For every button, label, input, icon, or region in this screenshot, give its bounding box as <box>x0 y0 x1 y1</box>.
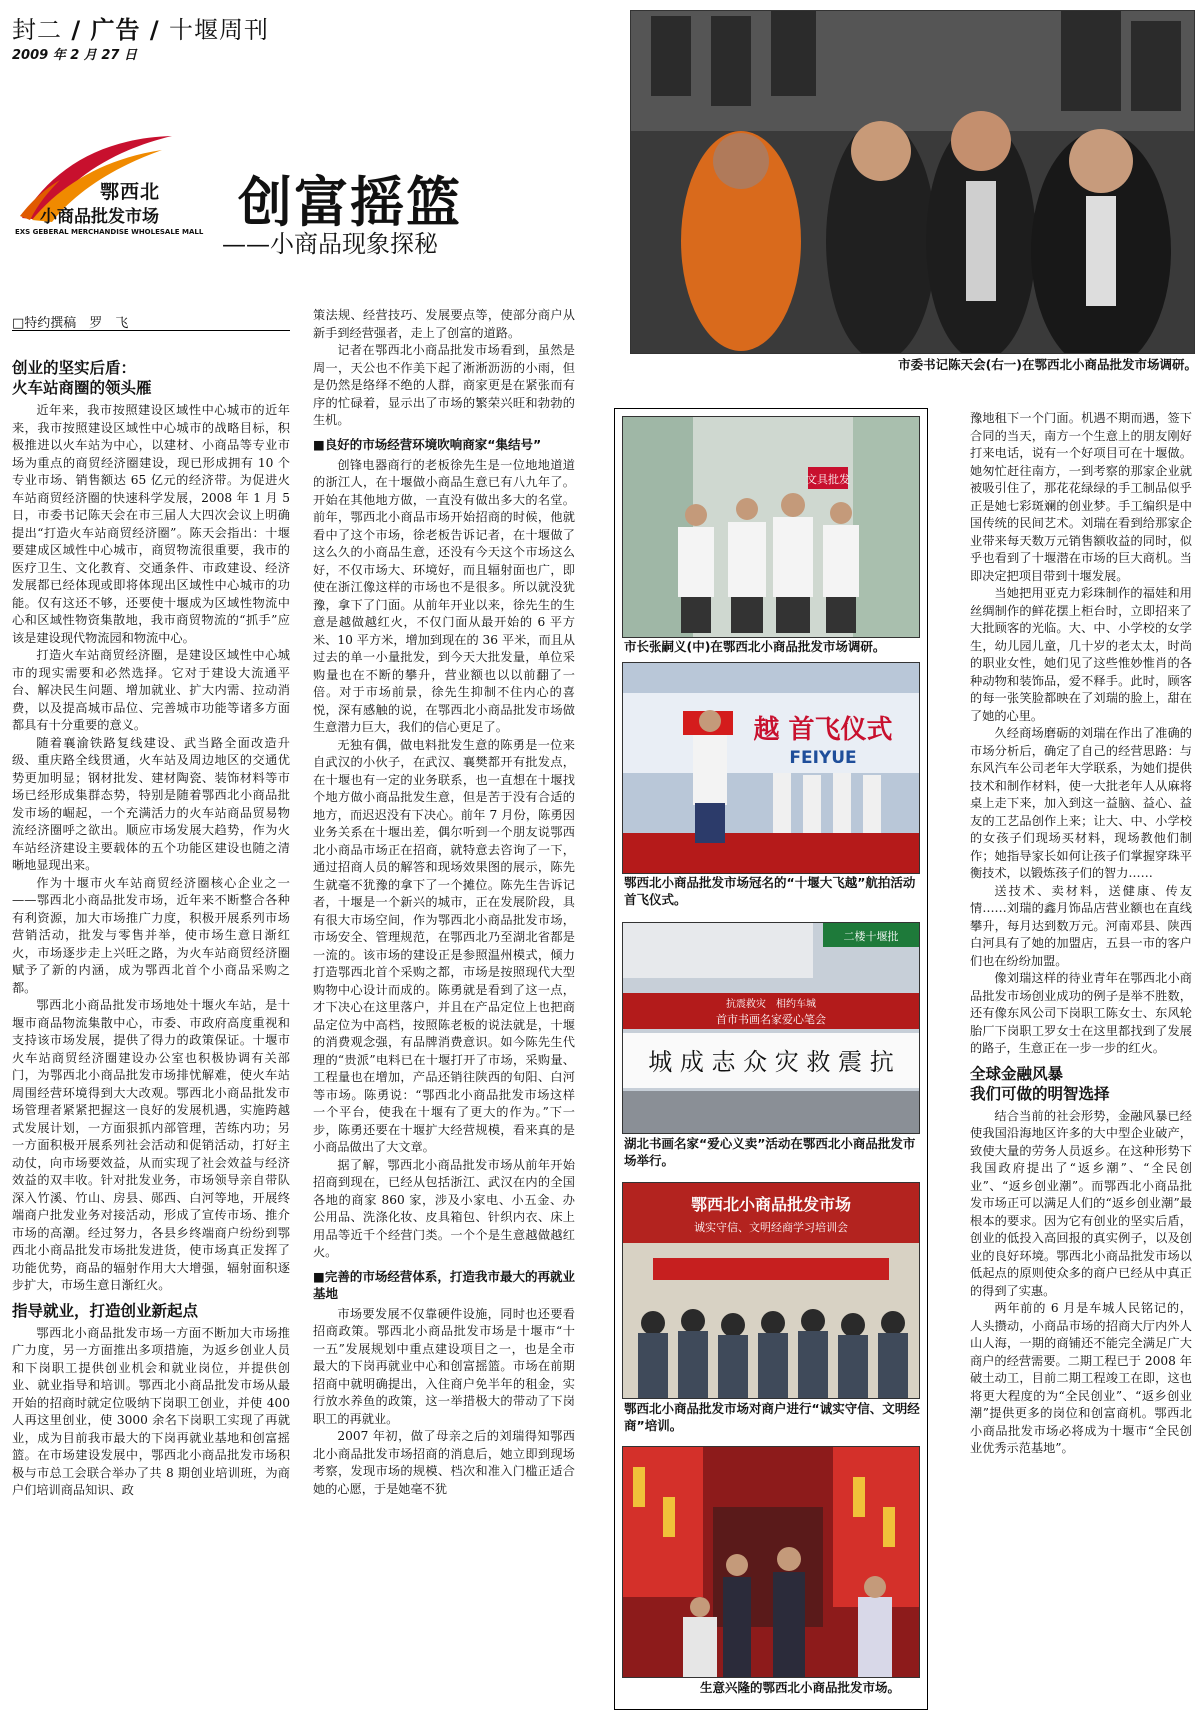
ceremony-banner-english: FEIYUE <box>789 748 857 768</box>
paragraph: 打造火车站商贸经济圈，是建设区域性中心城市的现实需要和必然选择。它对于建设大流通平台、解决民生问题、增加就业、扩大内需、拉动消费，以及提高城市品位、完善城市功能等诸多方面都具有十分重要的意义。 <box>12 648 290 732</box>
floor-sign: 二楼十堰批 <box>843 930 899 943</box>
page-header: 封二 / 广告 / 十堰周刊 <box>12 16 269 44</box>
photo-flight-ceremony <box>622 662 920 874</box>
paragraph: 当她把用亚克力彩珠制作的福娃和用丝绸制作的鲜花摆上柜台时，立即招来了大批顾客的光临。大、中、小学校的女学生，幼儿园儿童，几十岁的老太太，时尚的职业女性，她们见了这些惟妙惟肖的各种动物和装饰品，爱不释手。此时，顾客的每一张笑脸都映在了刘瑞的脸上，甜在了她的心里。 <box>970 586 1192 723</box>
article-title: 创富摇篮 <box>238 170 462 234</box>
photo-training-session <box>622 1182 920 1399</box>
logo-text-line1: 鄂西北 <box>100 181 161 203</box>
top-photo-caption: 市委书记陈天会(右一)在鄂西北小商品批发市场调研。 <box>898 357 1197 372</box>
publication-name: 十堰周刊 <box>168 16 269 44</box>
paragraph: 随着襄渝铁路复线建设、武当路全面改造升级、重庆路全线贯通，火车站及周边地区的交通优势更加明显；钢材批发、建材陶瓷、装饰材料等市场已经形成集群态势，特别是随着鄂西北小商品批发市场的崛起，一个充满活力的火车站商品贸易物流经济圈呼之欲出。顺应市场发展大趋势，作为火车站经济建设主要载体的五个功能区建设也随之清晰地显现出来。 <box>12 735 290 872</box>
photo-charity-calligraphy <box>622 922 920 1134</box>
column-3 <box>970 410 1192 1458</box>
section-label: 封二 <box>12 16 62 44</box>
byline: □特约撰稿 罗 飞 <box>12 316 129 331</box>
category-label: 广告 <box>90 16 141 44</box>
issue-date: 2009 年 2 月 27 日 <box>12 48 137 63</box>
photo-caption: 湖北书画名家“爱心义卖”活动在鄂西北小商品批发市场举行。 <box>624 1136 916 1168</box>
paragraph: 送技术、卖材料，送健康、传友情……刘瑞的鑫月饰品店营业额也在直线攀升，每月达到数万元。河南邓县、陕西白河具有了她的加盟店，五县一市的客户们也在纷纷加盟。 <box>970 883 1192 968</box>
paragraph: 鄂西北小商品批发市场地处十堰火车站，是十堰市商品物流集散中心，市委、市政府高度重视和支持该市场发展，提供了得力的政策保证。十堰市火车站商贸经济圈建设办公室也积极协调有关部门，为鄂西北小商品批发市场排忧解难，使火车站周围经营环境得到大大改观。鄂西北小商品批发市场管理者紧紧把握这一良好的发展机遇，实施跨越式发展计划，一方面狠抓内部管理，苦练内功；另一方面积极开展系列社会活动和促销活动，打好主动仗，向市场要效益，从而实现了社会效益与经济效益的双丰收。针对批发业务，市场领导亲自带队深入竹溪、竹山、房县、郧西、白河等地，开展终端商户批发业务对接活动，形成了宣传市场、推介市场的高潮。经过努力，各县乡终端商户纷纷到鄂西北小商品批发市场批发进货，使市场真正发挥了功能优势，商品的辐射作用大大增强，辐射面积逐步扩大，市场生意日渐红火。 <box>12 998 290 1292</box>
paragraph: 记者在鄂西北小商品批发市场看到，虽然是周一，天公也不作美下起了淅淅沥沥的小雨，但是仍然是络绎不绝的人群，商家更是在紧张而有序的忙碌着，显示出了市场的繁荣兴旺和勃勃的生机。 <box>313 343 575 427</box>
photo-busy-market <box>622 1446 920 1678</box>
photo-caption: 市长张嗣义(中)在鄂西北小商品批发市场调研。 <box>624 639 886 654</box>
photo-mayor-visit <box>622 416 920 638</box>
charity-banner-line1: 抗震救灾 相约车城 <box>726 999 816 1010</box>
paragraph: 像刘瑞这样的待业青年在鄂西北小商品批发市场创业成功的例子是举不胜数，还有像东风公司下岗职工陈女士、东风轮胎厂下岗职工罗女士在这里都找到了发展的路子，生意正在一步一步的红火。 <box>970 971 1192 1055</box>
training-banner-line1: 鄂西北小商品批发市场 <box>690 1195 852 1214</box>
training-banner-line2: 诚实守信、文明经商学习培训会 <box>694 1221 848 1234</box>
byline-divider <box>12 330 290 331</box>
shop-sign: 文具批发 <box>806 473 850 486</box>
column-2 <box>313 307 575 1498</box>
section-heading-1: 创业的坚实后盾： 火车站商圈的领头雁 <box>12 359 152 397</box>
paragraph: 作为十堰市火车站商贸经济圈核心企业之一——鄂西北小商品批发市场，近年来不断整合各种有利资源，加大市场推广力度，积极开展系列市场营销活动，批发与零售并举，使市场生意日渐红火，市场逐步走上兴旺之路，为火车站商贸经济圈赋予了新的内涵，成为鄂西北首个小商品采购之都。 <box>12 875 290 995</box>
paragraph: 两年前的 6 月是车城人民铭记的，人头攒动，小商品市场的招商大厅内外人山人海，一期的商铺还不能完全满足广大商户的经营需要。二期工程已于 2008 年破土动工，目前二期工程竣工在即，这也将更大程度的为“全民创业”、“返乡创业潮”提供更多的岗位和创富商机。鄂西北小商品批发市场必将成为十堰市“全民创业优秀示范基地”。 <box>970 1301 1192 1455</box>
paragraph: 豫地租下一个门面。机遇不期而遇，签下合同的当天，南方一个生意上的朋友刚好打来电话，说有一个好项目可在十堰做。她匆忙赶往南方，一到考察的那家企业就被吸引住了，那花花绿绿的手工制品似乎正是她七彩斑斓的创业梦。手工编织是中国传统的民间艺术。刘瑞在看到给那家企业带来每天数万元销售额收益的同时，似乎也看到了十堰潜在市场的巨大商机。当即决定把项目带到十堰发展。 <box>970 411 1192 583</box>
section-heading-3: 全球金融风暴 我们可做的明智选择 <box>970 1064 1110 1103</box>
column-1 <box>12 352 290 1500</box>
paragraph: 结合当前的社会形势，金融风暴已经使我国沿海地区许多的大中型企业破产，致使大量的劳务人员返乡。在这种形势下我国政府提出了“返乡潮”、“全民创业”、“返乡创业潮”。而鄂西北小商品批发市场正可以满足人们的“返乡创业潮”最根本的要求。因为它有创业的坚实后盾，创业的低投入高回报的真实例子，以及创业的良好环境。鄂西北小商品批发市场以低起点的原则使众多的商户已经从中真正的得到了实惠。 <box>970 1108 1192 1298</box>
paragraph: 创锋电器商行的老板徐先生是一位地地道道的浙江人，在十堰做小商品生意已有八九年了。开始在其他地方做，一直没有做出多大的名堂。前年，鄂西北小商品市场开始招商的时候，他就看中了这个市场，徐老板告诉记者，在十堰做了这么久的小商品生意，还没有今天这个市场这么好，不仅市场大、环境好，而且辐射面也广，即使在浙江像这样的市场也不是很多。所以就没犹豫，拿下了门面。从前年开业以来，徐先生的生意是越做越红火，不仅门面从最开始的 6 平方米、10 平方米，增加到现在的 36 平米，而且从过去的单一小量批发，到今天大批发量，单位采购量也在不断的攀升，营业额也以以前翻了一倍。对于市场前景，徐先生抑制不住内心的喜悦，深有感触的说，在鄂西北小商品批发市场做生意潜力巨大，我们的信心更足了。 <box>313 457 576 734</box>
photo-caption: 生意兴隆的鄂西北小商品批发市场。 <box>700 1680 901 1695</box>
subheading-1: ■良好的市场经营环境吹响商家“集结号” <box>313 436 542 452</box>
logo-text-line2: 小商品批发市场 <box>40 207 159 227</box>
subheading-2: ■完善的市场经营体系，打造我市最大的再就业基地 <box>313 1268 575 1301</box>
paragraph: 策法规、经营技巧、发展要点等，使部分商户从新手到经营强者，走上了创富的道路。 <box>313 308 575 340</box>
article-subtitle: ——小商品现象探秘 <box>222 230 438 258</box>
paragraph: 据了解，鄂西北小商品批发市场从前年开始招商到现在，已经从包括浙江、武汉在内的全国各地的商家 860 家，涉及小家电、小五金、办公用品、洗涤化妆、皮具箱包、针织内衣、床上用品等近千个经营门类。一个个是生意越做越红火。 <box>313 1157 575 1259</box>
section-heading-2: 指导就业，打造创业新起点 <box>12 1301 199 1320</box>
calligraphy-scroll: 城 成 志 众 灾 救 震 抗 <box>648 1048 894 1076</box>
ceremony-banner-text: 越 首飞仪式 <box>753 715 893 745</box>
top-photo <box>630 10 1195 354</box>
paragraph: 久经商场磨砺的刘瑞在作出了准确的市场分析后，确定了自己的经营思路：与东风汽车公司老年大学联系，为她们提供技术和制作材料，使一大批老年人从麻将桌上走下来，加入到这一益脑、益心、益友的工艺品创作上来；让大、中、小学校的女孩子们现场买材料，现场教他们制作；她指导家长如何让孩子们掌握穿珠平衡技术，以锻炼孩子们的智力…… <box>970 726 1192 880</box>
paragraph: 2007 年初，做了母亲之后的刘瑞得知鄂西北小商品批发市场招商的消息后，她立即到现场考察，发现市场的规模、档次和准入门槛正适合她的心愿，于是她毫不犹 <box>313 1429 575 1496</box>
paragraph: 市场要发展不仅靠硬件设施，同时也还要看招商政策。鄂西北小商品批发市场是十堰市“十一五”发展规划中重点建设项目之一，也是全市最大的下岗再就业中心和创富摇篮。市场在前期招商中就明确提出，入住商户免半年的租金，实行放水养鱼的政策，这一举措极大的带动了下岗职工的再就业。 <box>313 1306 575 1426</box>
paragraph: 近年来，我市按照建设区域性中心城市的近年来，我市按照建设区域性中心城市的战略目标，积极推进以火车站为中心，以建材、小商品等专业市场为重点的商贸经济圈建设，现已形成拥有 10 个专业市场、销售额达 65 亿元的经济带。为促进火车站商贸经济圈的快速科学发展，2008 年 1 月 5 日，市委书记陈天会在市三届人大四次会议上明确提出“打造火车站商贸经济圈”。陈天会指出：十堰要建成区域性中心城市，商贸物流很重要，我市的医疗卫生、文化教育、交通条件、市政建设、经济发展都已经体现或即将体现出区域性中心城市的功能。仅有这还不够，还要使十堰成为区域性物流中心和区域性物资集散地，我市商贸物流的“抓手”应该是建设现代物流园和物流中心。 <box>12 403 290 645</box>
charity-banner-line2: 首市书画名家爱心笔会 <box>716 1013 826 1026</box>
photo-caption: 鄂西北小商品批发市场对商户进行“诚实守信、文明经商”培训。 <box>624 1401 920 1433</box>
paragraph: 无独有偶，做电料批发生意的陈勇是一位来自武汉的小伙子，在武汉、襄樊都开有批发点，在十堰也有一定的业务联系，也一直想在十堰找个地方做小商品批发生意，但是苦于没有合适的地方，而迟迟没有下决心。前年 7 月份，陈勇因业务关系在十堰出差，偶尔听到一个朋友说鄂西北小商品市场正在招商，就特意去咨询了一下，通过招商人员的解答和现场效果图的展示，陈先生就毫不犹豫的拿下了一个摊位。陈先生告诉记者，十堰是一个新兴的城市，正在发展阶段，具有很大市场空间，作为鄂西北小商品批发市场，市场安全、管理规范，在鄂西北乃至湖北省都是一流的。该市场的建设正是参照温州模式，倾力打造鄂西北首个采购之都，市场是按照现代大型购物中心设计而成的。陈勇就是看到了这一点，才下决心在这里落户，并且在产品定位上也把商品定位为中高档，按照陈老板的说法就是，十堰的消费观念强，有品牌消费意识。如今陈先生代理的“贵派”电料已在十堰打开了市场，采购量、工程量也在增加，产品还销往陕西的旬阳、白河等市场。陈勇说：“鄂西北小商品批发市场这样一个平台，使我在十堰有了更大的作为。”下一步，陈勇还要在十堰扩大经营规模，看来真的是小商品做出了大文章。 <box>313 737 575 1154</box>
photo-caption: 鄂西北小商品批发市场冠名的“十堰大飞越”航拍活动首飞仪式。 <box>624 875 916 907</box>
logo-english-name: EXS GEBERAL MERCHANDISE WHOLESALE MALL <box>15 228 204 236</box>
paragraph: 鄂西北小商品批发市场一方面不断加大市场推广力度，另一方面推出多项措施，为返乡创业人员和下岗职工提供创业机会和就业岗位，并提供创业、就业指导和培训。鄂西北小商品批发市场从最开始的招商时就定位吸纳下岗职工创业，并使 400 人再这里创业，使 3000 余名下岗职工实现了再就业，成为目前我市最大的下岗再就业基地和创富摇篮。在市场建设发展中，鄂西北小商品批发市场积极与市总工会联合举办了共 8 期创业培训班，为商户们培训商品知识、政 <box>12 1325 290 1497</box>
